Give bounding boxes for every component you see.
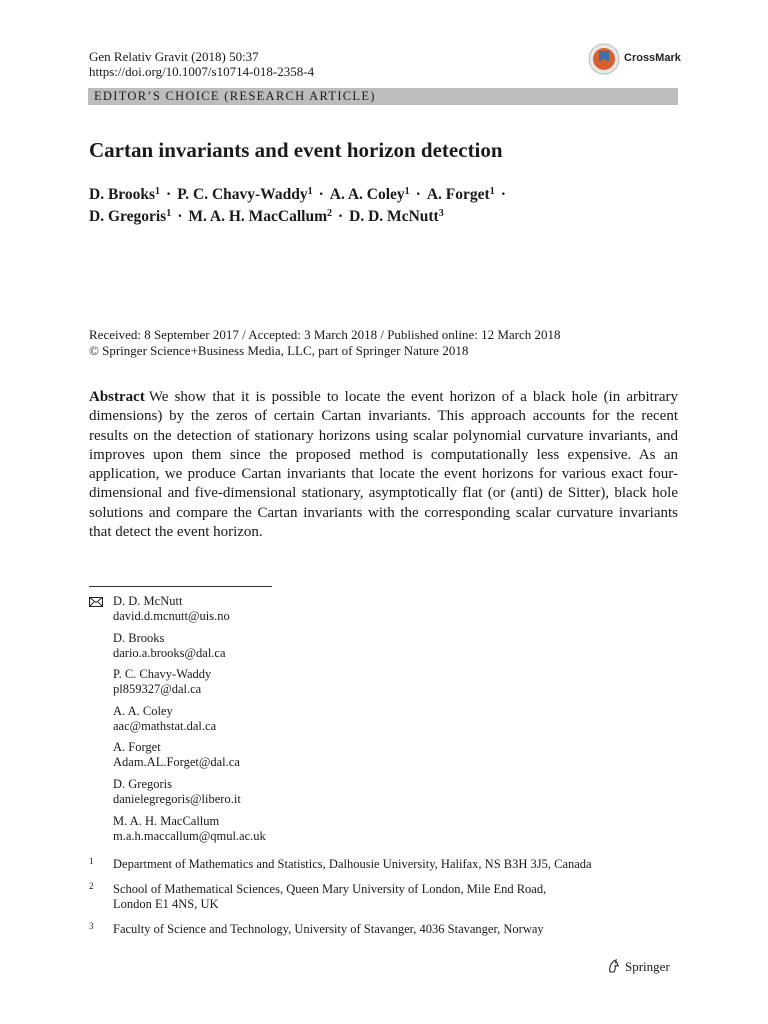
journal-header [89, 49, 314, 79]
affiliation-number: 1 [89, 856, 94, 866]
contact-name: P. C. Chavy-Waddy [113, 667, 212, 682]
author-list [89, 184, 512, 228]
author-line-2 [89, 206, 512, 228]
springer-horse-icon [606, 958, 622, 974]
publication-dates: Received: 8 September 2017 / Accepted: 3 March 2018 / Published online: 12 March 2018 [89, 327, 561, 342]
contact-name: D. D. McNutt [113, 594, 183, 608]
paper-title: Cartan invariants and event horizon detection [89, 138, 503, 162]
affiliation-list [89, 857, 689, 947]
author-name[interactable]: A. Forget [426, 186, 490, 203]
crossmark-badge[interactable] [588, 43, 684, 77]
contact-email[interactable]: dario.a.brooks@dal.ca [113, 645, 226, 660]
author-line-1 [89, 184, 512, 206]
contact-email[interactable]: david.d.mcnutt@uis.no [113, 609, 230, 623]
author-name[interactable]: M. A. H. MacCallum [188, 208, 327, 225]
affiliation-line: School of Mathematical Sciences, Queen Mary University of London, Mile End Road, [113, 882, 547, 896]
author-affil-sup: 1 [155, 186, 161, 197]
article-type-banner: EDITOR’S CHOICE (RESEARCH ARTICLE) [88, 88, 678, 105]
affiliation-line: London E1 4NS, UK [113, 897, 219, 911]
journal-citation: Gen Relativ Gravit (2018) 50:37 [89, 49, 259, 64]
contact-name: A. Forget [113, 740, 161, 755]
author-separator: · [338, 208, 344, 225]
abstract-text: We show that it is possible to locate the event horizon of a black hole (in arbitrary dimensions) by the zeros of certain Cartan invariants. This approach accounts for the recent results on the detection of stationary horizons using scalar polynomial curvature invariants, and improves upon them since the proposed method is computationally less expensive. As an application, we produce Cartan invariants that locate the event horizons for various exact four-dimensional and five-dimensional stationary, asymptotically flat (or (anti) de Sitter), black hole solutions and compare the Cartan invariants with the corresponding scalar curvature invariants that detect the event horizon. [89, 389, 678, 541]
publisher-logo [606, 958, 670, 978]
contact-email[interactable]: aac@mathstat.dal.ca [113, 718, 217, 733]
contact-email[interactable]: danielegregoris@libero.it [113, 791, 241, 806]
author-name[interactable]: P. C. Chavy-Waddy [177, 186, 308, 203]
contact-name: A. A. Coley [113, 703, 173, 718]
crossmark-label: CrossMark [624, 52, 681, 64]
contact-list [113, 594, 266, 850]
author-affil-sup: 3 [438, 208, 444, 219]
contact-entry [113, 777, 266, 807]
affiliation-number: 2 [89, 881, 94, 891]
doi-link[interactable]: https://doi.org/10.1007/s10714-018-2358-4 [89, 64, 315, 79]
affiliation-line: Department of Mathematics and Statistics, Dalhousie University, Halifax, NS B3H 3J5, Canada [113, 857, 592, 871]
contact-name: M. A. H. MacCallum [113, 813, 220, 828]
author-name[interactable]: D. D. McNutt [349, 208, 439, 225]
contact-email[interactable]: pl859327@dal.ca [113, 682, 202, 697]
contact-name: D. Gregoris [113, 776, 173, 791]
author-affil-sup: 1 [489, 186, 495, 197]
contact-entry [113, 704, 266, 734]
publisher-name: Springer [625, 959, 670, 974]
contact-entry [113, 631, 266, 661]
author-affil-sup: 1 [404, 186, 410, 197]
affiliation-item [89, 857, 689, 872]
author-name[interactable]: D. Brooks [89, 186, 156, 203]
author-separator: · [500, 186, 506, 203]
contact-email[interactable]: Adam.AL.Forget@dal.ca [113, 755, 240, 770]
footnote-divider [89, 586, 272, 587]
author-separator: · [415, 186, 421, 203]
contact-entry [113, 667, 266, 697]
author-affil-sup: 2 [327, 208, 332, 219]
contact-entry [113, 814, 266, 844]
contact-email[interactable]: m.a.h.maccallum@qmul.ac.uk [113, 828, 266, 843]
affiliation-item [89, 882, 689, 912]
affiliation-number: 3 [89, 921, 94, 931]
author-name[interactable]: D. Gregoris [89, 208, 167, 225]
contact-entry [113, 594, 266, 624]
author-separator: · [318, 186, 324, 203]
crossmark-icon [588, 43, 620, 75]
contact-name: D. Brooks [113, 630, 165, 645]
affiliation-line: Faculty of Science and Technology, University of Stavanger, 4036 Stavanger, Norway [113, 922, 544, 936]
publication-info [89, 327, 561, 358]
affiliation-item [89, 922, 689, 937]
author-name[interactable]: A. A. Coley [329, 186, 405, 203]
copyright-notice: © Springer Science+Business Media, LLC, part of Springer Nature 2018 [89, 342, 469, 358]
abstract [89, 388, 678, 542]
contact-entry [113, 740, 266, 770]
author-separator: · [166, 186, 172, 203]
envelope-icon [89, 597, 103, 607]
author-separator: · [177, 208, 183, 225]
author-affil-sup: 1 [166, 208, 172, 219]
abstract-label: Abstract [89, 389, 145, 405]
author-affil-sup: 1 [307, 186, 313, 197]
